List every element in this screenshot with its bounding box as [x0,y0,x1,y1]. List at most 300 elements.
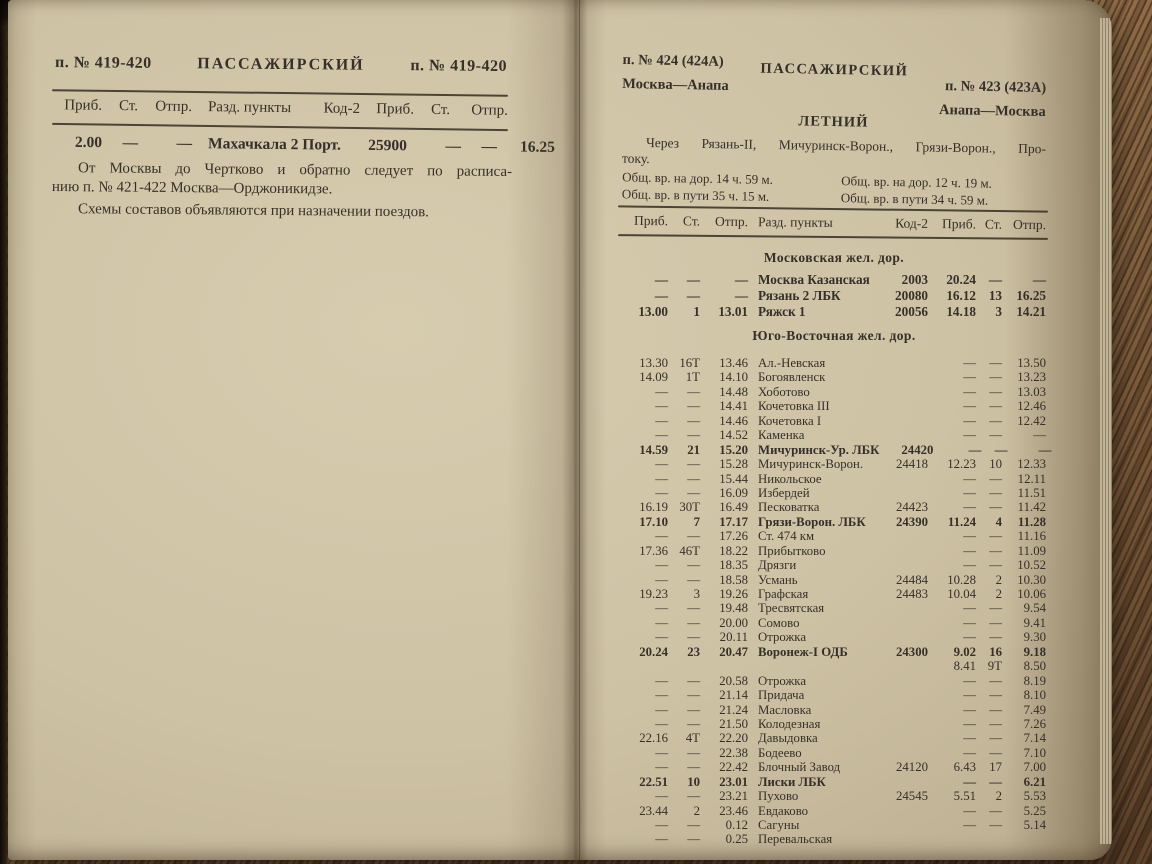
cell: — [989,803,1002,818]
route-note [52,159,512,201]
route-forward: Москва—Анапа [622,75,729,94]
cell [874,601,928,615]
cell: — [963,688,976,703]
cell: Графская [758,587,809,601]
cell: 22.42 [719,760,748,775]
timetable-row [622,804,1046,818]
right-column-headers [622,213,1046,233]
cell: 15.44 [719,471,748,486]
cell: 22.16 [639,731,668,746]
timetable-row [622,457,1046,471]
col-header: Отпр. [1012,216,1047,233]
cell: — [687,485,700,500]
timetable-row [622,789,1046,803]
cell: 2 [995,572,1002,587]
cell [874,630,928,644]
schemes-note: Схемы составов объявляются при назначении поездов. [77,201,430,221]
cell: 13.23 [1017,370,1046,385]
cell: — [655,673,668,688]
cell: 9.54 [1023,601,1046,616]
cell: 24390 [896,514,928,529]
cell: 17.10 [639,514,668,529]
cell: — [1032,272,1046,287]
cell: 17.26 [719,529,748,544]
cell: 5.25 [1023,803,1046,818]
cell: — [655,457,668,472]
cell: — [989,673,1002,688]
horizontal-rule [52,123,508,131]
timetable-row [622,832,1046,846]
col-header: Ст. [682,213,701,229]
cell: — [655,572,668,587]
cell: — [989,543,1002,558]
cell: 22.51 [639,774,668,789]
cell: 8.41 [953,659,976,674]
cell: 0.25 [725,832,748,847]
cell: 21.24 [719,702,748,717]
cell: — [655,716,668,731]
cell [928,832,976,846]
cell [668,659,700,673]
cell: 24420 [901,442,934,457]
cell: — [687,630,700,645]
route-note-line: От Москвы до Чертково и обратно следует по расписа- [78,160,513,181]
cell: — [687,558,700,573]
cell: — [655,818,668,832]
cell: Кочетовка III [758,399,830,414]
stat-forward-total: Общ. вр. в пути 35 ч. 15 м. [621,186,770,204]
left-page-header [55,54,507,76]
train-number-right: п. № 419-420 [410,57,508,75]
col-header: Разд. пункты [757,214,833,230]
col-header: Ст. [118,98,139,115]
via-line: току. [621,150,650,167]
cell [874,399,928,413]
cell: 7.00 [1023,760,1046,775]
cell: — [687,702,700,717]
cell: 20056 [895,304,928,319]
cell: 15.20 [719,442,748,457]
col-header: Код-2 [895,215,929,231]
cell: — [1033,428,1046,443]
horizontal-rule [52,89,508,97]
cell: 11.28 [1017,514,1046,529]
cell: 10.04 [947,587,976,601]
cell: 12.23 [947,457,976,472]
cell: 11.09 [1017,543,1046,558]
cell: 14.59 [639,442,668,457]
cell: 13.46 [719,356,748,370]
cell: Грязи-Ворон. ЛБК [758,514,866,529]
cell: — [963,384,976,399]
cell: 19.48 [719,601,748,616]
cell: 8.50 [1023,659,1046,674]
cell: Давыдовка [758,731,818,746]
timetable-row [622,703,1046,717]
cell: Богоявленск [758,370,826,385]
cell: 7.49 [1023,702,1046,717]
cell: — [989,601,1002,616]
cell: 20.11 [719,630,748,645]
cell: — [445,137,461,155]
cell: 13.30 [639,356,668,370]
cell: 9.02 [953,644,976,659]
cell: — [963,615,976,630]
cell [874,558,928,572]
cell: — [654,288,668,303]
cell: — [687,789,700,804]
cell: — [687,572,700,587]
travel-time-stats [622,168,1047,209]
book-gutter [562,0,588,860]
cell: — [989,630,1002,645]
cell: — [963,356,976,370]
cell: 25900 [368,136,407,155]
timetable-row [622,818,1046,832]
timetable-row [622,544,1046,558]
stat-forward-road: Общ. вр. на дор. 14 ч. 59 м. [622,169,774,187]
timetable-row [622,356,1046,370]
cell [874,472,928,486]
cell: 10.28 [947,572,976,587]
col-header: Отпр. [155,98,193,115]
cell: — [989,774,1002,789]
cell [874,746,928,760]
cell: 24418 [896,457,928,472]
cell: — [989,745,1002,760]
cell: — [687,384,700,399]
cell: — [963,500,976,515]
cell: 4Т [685,731,700,746]
cell [874,674,928,688]
cell: 24423 [896,500,928,515]
cell: 13.01 [718,304,748,319]
cell: 17.36 [639,543,668,558]
cell: — [963,745,976,760]
cell: 8.10 [1023,688,1046,703]
cell: — [481,138,497,156]
cell [874,804,928,818]
cell [874,428,928,442]
cell: — [963,370,976,385]
cell [748,659,874,673]
cell [874,544,928,558]
timetable-row [622,428,1046,442]
cell: 5.51 [953,789,976,804]
cell: 2 [995,587,1002,601]
cell: 46Т [679,543,700,558]
cell: 7.14 [1023,731,1046,746]
cell: 12.42 [1017,413,1046,428]
cell [874,486,928,500]
cell: Прибытково [758,543,826,558]
cell: 13.03 [1017,384,1046,399]
cell [874,717,928,731]
cell: — [687,818,700,832]
cell: 18.35 [719,558,748,573]
cell: 24300 [896,644,928,659]
col-header: Ст. [984,216,1003,232]
cell: — [687,832,700,847]
cell: 10.52 [1017,558,1046,573]
cell: 19.26 [719,587,748,601]
cell: 10 [989,457,1002,472]
cell [874,688,928,702]
cell: 7.10 [1023,745,1046,760]
cell: Отрожка [758,630,807,645]
cell: 14.52 [719,428,748,443]
cell: — [989,471,1002,486]
cell: 16.09 [719,485,748,500]
cell: 10 [687,774,700,789]
cell: 14.41 [719,399,748,414]
cell: 3 [693,587,700,601]
cell [874,731,928,745]
cell: — [687,688,700,703]
cell: 7 [693,514,700,529]
cell: — [687,615,700,630]
cell: — [655,760,668,775]
cell: 21 [687,442,700,457]
cell: Масловка [758,702,812,717]
cell: 12.46 [1017,399,1046,414]
col-header: Отпр. [714,213,749,230]
timetable-row [622,385,1046,399]
timetable-row [622,573,1046,587]
cell: 13.50 [1017,356,1046,370]
timetable-row [622,746,1046,760]
cell: 20.24 [639,644,668,659]
cell: 23 [687,644,700,659]
cell: 24484 [896,572,928,587]
cell: 16.25 [519,138,555,156]
cell: Мичуринск-Ворон. [758,457,864,472]
cell: Никольское [758,471,822,486]
cell: — [963,673,976,688]
cell: Песковатка [758,500,820,515]
cell: — [122,134,139,152]
cell [874,832,928,846]
cell: — [655,601,668,616]
cell: 1 [693,304,700,319]
cell: 22.20 [719,731,748,746]
cell: — [963,731,976,746]
cell: — [963,558,976,573]
gutter-crease [579,0,580,860]
cell: 30Т [679,500,700,515]
cell: — [989,399,1002,414]
stat-return-total: Общ. вр. в пути 34 ч. 59 м. [840,190,989,208]
cell: — [687,457,700,472]
cell: — [968,442,982,457]
cell: 16 [989,644,1002,659]
cell [976,832,1002,846]
cell: 20080 [895,288,928,303]
cell: — [655,789,668,804]
cell: Мичуринск-Ур. ЛБК [758,442,880,457]
timetable-row [622,414,1046,428]
cell: 13.00 [638,304,668,319]
timetable-row [622,616,1046,630]
cell: — [176,134,193,153]
cell: Избердей [758,485,810,500]
timetable-row [622,304,1046,320]
cell: — [734,272,748,287]
cell: 23.44 [639,803,668,818]
cell [874,356,928,370]
cell: Пухово [758,789,799,804]
timetable-row [622,399,1046,413]
cell: — [687,673,700,688]
timetable-row [622,370,1046,384]
train-type-title: ПАССАЖИРСКИЙ [197,55,365,74]
cell: — [655,529,668,544]
col-header: Отпр. [471,102,509,119]
cell: 16Т [679,356,700,370]
cell: — [687,413,700,428]
cell: 21.14 [719,688,748,703]
cell: Перевальская [758,832,833,847]
cell: — [655,413,668,428]
cell [874,659,928,673]
cell: 11.24 [947,514,976,529]
cell: Рязань 2 ЛБК [758,288,841,303]
cell: 16.49 [719,500,748,515]
cell: — [989,384,1002,399]
cell: — [963,471,976,486]
route-note-line: нию п. № 421-422 Москва—Орджоникидзе. [51,178,333,198]
cell: 24120 [896,760,928,775]
cell: 14.46 [719,413,748,428]
cell: Воронеж-I ОДБ [758,644,848,659]
cell: — [655,832,668,847]
timetable-row [622,587,1046,601]
col-header: Код-2 [323,100,361,117]
cell: — [989,529,1002,544]
left-page [8,0,574,860]
cell: 8.19 [1023,673,1046,688]
cell: 23.01 [719,774,748,789]
cell: — [655,471,668,486]
cell: — [687,399,700,414]
cell: — [989,428,1002,443]
timetable-row [622,760,1046,774]
col-header: Приб. [633,212,669,229]
cell: 20.00 [719,615,748,630]
cell: — [687,745,700,760]
cell: 24545 [896,789,928,804]
cell: 2 [693,803,700,818]
cell: Москва Казанская [758,272,870,287]
cell: 14.48 [719,384,748,399]
timetable-row [622,659,1046,673]
cell: 23.21 [719,789,748,804]
cell: — [654,272,668,287]
cell: — [655,485,668,500]
cell: 9.41 [1023,615,1046,630]
cell: — [963,485,976,500]
timetable-row [622,601,1046,615]
cell: — [963,716,976,731]
route-return: Анапа—Москва [938,102,1046,121]
cell: — [686,272,700,287]
cell: 1Т [685,370,700,385]
cell [874,414,928,428]
timetable-row [622,717,1046,731]
cell: — [989,370,1002,385]
cell: — [994,442,1008,457]
cell: — [686,288,700,303]
cell: Хоботово [758,384,810,399]
cell [874,818,928,832]
timetable-row [622,515,1046,529]
cell: 20.58 [719,673,748,688]
cell: — [655,615,668,630]
cell: Отрожка [758,673,807,688]
cell: 23.46 [719,803,748,818]
cell: — [963,601,976,616]
train-type-title: ПАССАЖИРСКИЙ [760,60,909,80]
cell: 11.42 [1017,500,1046,515]
cell: — [989,356,1002,370]
cell: 24483 [896,587,928,601]
cell: — [963,543,976,558]
sections [622,242,1052,847]
right-page [574,0,1112,860]
cell: Махачкала 2 Порт. [207,135,341,154]
timetable-row [622,674,1046,688]
cell: Дрязги [758,558,797,573]
cell: Сагуны [758,818,800,832]
cell: — [963,818,976,832]
col-header: Приб. [941,216,977,232]
cell: 14.21 [1016,304,1046,319]
timetable-row [622,775,1046,789]
cell [874,616,928,630]
cell: 2 [995,789,1002,804]
cell: — [989,558,1002,573]
cell: 13 [988,288,1002,303]
cell: Блочный Завод [758,760,841,775]
cell: 11.51 [1017,485,1046,500]
cell: — [989,818,1002,832]
cell: 14.09 [639,370,668,385]
cell: — [655,630,668,645]
cell: 12.11 [1017,471,1046,486]
cell: — [963,413,976,428]
cell: — [655,745,668,760]
cell: Тресвятская [758,601,825,616]
cell: 9.18 [1023,644,1046,659]
cell: 4 [995,514,1002,529]
cell: 21.50 [719,716,748,731]
cell: 20.24 [946,272,976,287]
cell: 5.53 [1023,789,1046,804]
cell: 22.38 [719,745,748,760]
cell: 0.12 [725,818,748,832]
cell: — [655,702,668,717]
cell: Кочетовка I [758,413,822,428]
cell: — [655,558,668,573]
cell: — [989,702,1002,717]
cell: 6.43 [953,760,976,775]
section-heading: Юго-Восточная жел. дор. [752,328,916,343]
cell: 10.30 [1017,572,1046,587]
cell: — [989,500,1002,515]
timetable-row [622,442,1052,457]
section-heading: Московская жел. дор. [763,250,905,265]
timetable-row [622,731,1046,745]
